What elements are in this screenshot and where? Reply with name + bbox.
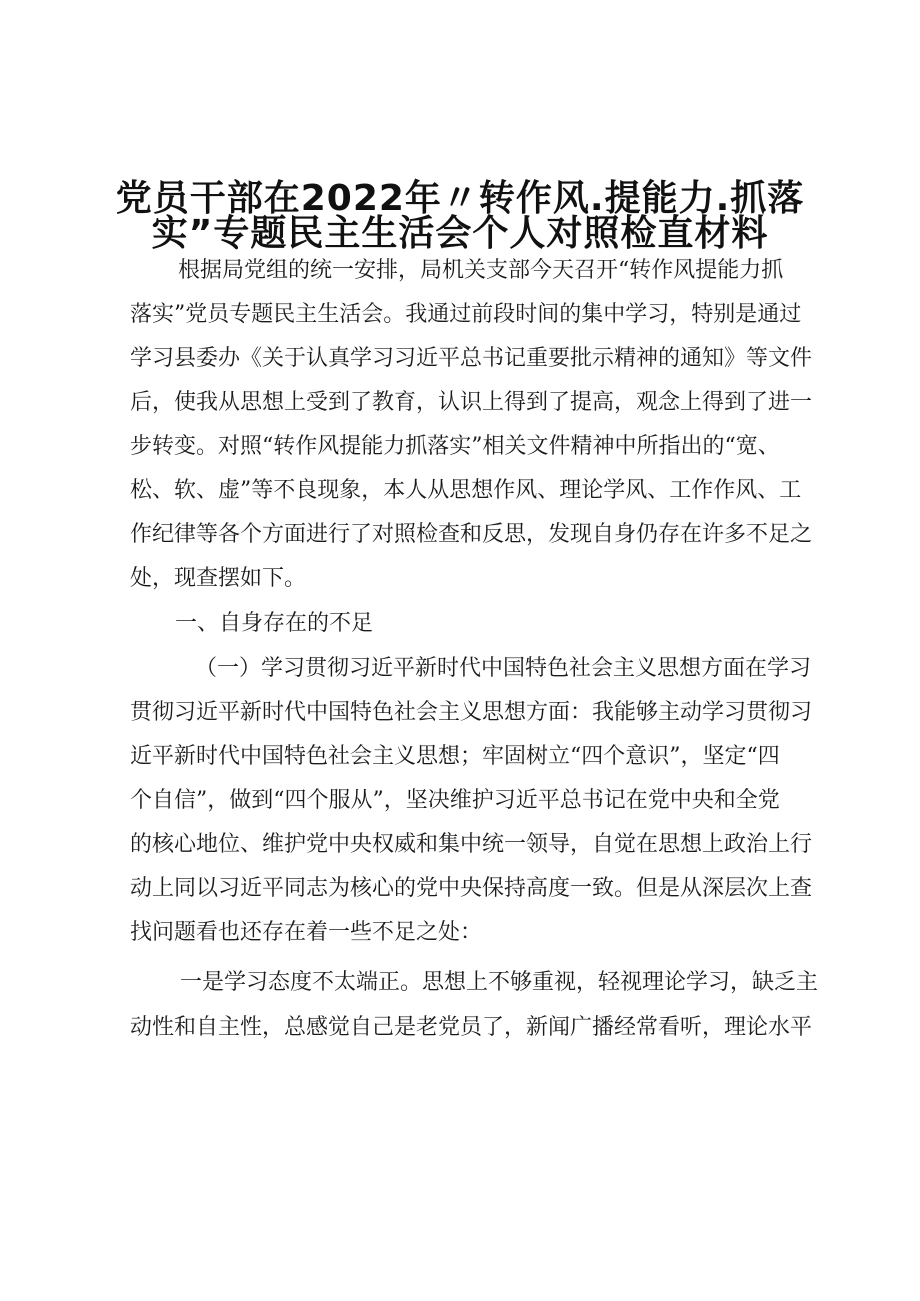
- text-line: 个自信”，做到“四个服从”，坚决维护习近平总书记在党中央和全党: [130, 788, 780, 813]
- text-line: 松、软、虚”等不良现象，本人从思想作风、理论学风、工作作风、工: [130, 478, 802, 503]
- text-line: 步转变。对照“转作风提能力抓落实”相关文件精神中所指出的“宽、: [130, 434, 780, 459]
- text-line: （一）学习贯彻习近平新时代中国特色社会主义思想方面在学习: [195, 656, 812, 681]
- text-line: 贯彻习近平新时代中国特色社会主义思想方面：我能够主动学习贯彻习: [130, 700, 813, 725]
- text-line: 一是学习态度不太端正。思想上不够重视，轻视理论学习，缺乏主: [180, 970, 819, 995]
- text-line: 近平新时代中国特色社会主义思想；牢固树立“四个意识”，坚定“四: [130, 744, 780, 769]
- text-line: 处，现查摆如下。: [130, 566, 307, 591]
- text-line: 学习县委办《关于认真学习习近平总书记重要批示精神的通知》等文件: [130, 346, 813, 371]
- text-line: 动性和自主性，总感觉自己是老党员了，新闻广播经常看听，理论水平: [130, 1015, 813, 1040]
- section-heading: 一、自身存在的不足: [175, 611, 374, 636]
- text-line: 后，使我从思想上受到了教育，认识上得到了提高，观念上得到了进一: [130, 390, 813, 415]
- text-line: 的核心地位、维护党中央权威和集中统一领导，自觉在思想上政治上行: [130, 832, 813, 857]
- text-line: 落实”党员专题民主生活会。我通过前段时间的集中学习，特别是通过: [130, 302, 802, 327]
- document-title-line-1: 党员干部在2022年〃转作风.提能力.抓落: [115, 178, 805, 219]
- text-line: 根据局党组的统一安排，局机关支部今天召开“转作风提能力抓: [178, 258, 784, 283]
- document-title-line-2: 实”专题民主生活会个人对照检直材料: [151, 213, 769, 254]
- text-line: 作纪律等各个方面进行了对照检查和反思，发现自身仍存在许多不足之: [130, 522, 813, 547]
- text-line: 动上同以习近平同志为核心的党中央保持高度一致。但是从深层次上查: [130, 876, 813, 901]
- text-line: 找问题看也还存在着一些不足之处：: [130, 920, 483, 945]
